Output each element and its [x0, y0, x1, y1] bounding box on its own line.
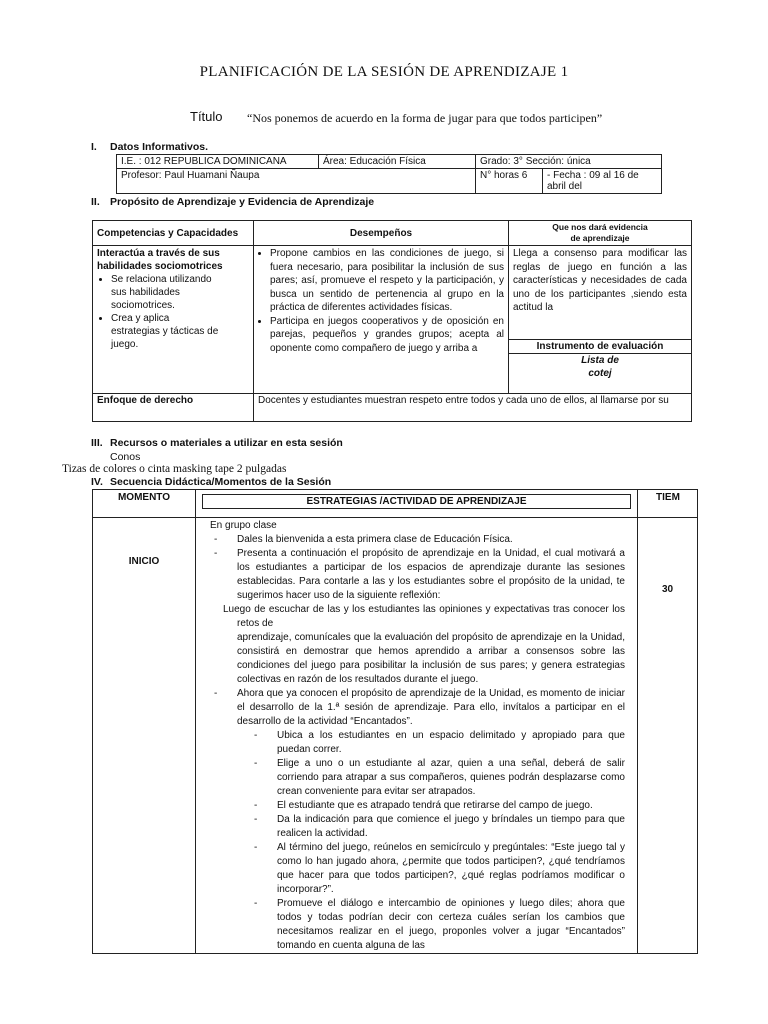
competencias-cell: [93, 246, 254, 394]
evidencia-header-line2: de aprendizaje: [570, 233, 630, 243]
enfoque-label: Enfoque de derecho: [93, 394, 254, 422]
tiempo-inicio: 30: [638, 518, 698, 954]
strategy-step: - Ahora que ya conocen el propósito de aprendizaje de la Unidad, es momento de iniciar el desarrollo de la 1.ª sesión de aprendizaje. Para ello, invítalos a participar en el desarrollo de la actividad “Encantados”.: [208, 687, 625, 729]
section-3-number: III.: [91, 437, 103, 449]
grado-cell: Grado: 3° Sección: única: [476, 155, 662, 169]
instrumento-value: Lista de cotej: [581, 355, 619, 379]
titulo-label: Título: [190, 109, 223, 124]
fecha-cell: - Fecha : 09 al 16 de abril del: [543, 169, 662, 194]
strategy-step: - Dales la bienvenida a esta primera clase de Educación Física.: [208, 533, 625, 547]
recurso-item: Conos: [110, 451, 141, 463]
sub-step: - Elige a uno o un estudiante al azar, quien a una señal, deberá de salir corriendo para atrapar a sus compañeros, quienes podrán desplazarse como crean conveniente para evitar ser atrapados.: [208, 757, 625, 799]
competencias-header: Competencias y Capacidades: [93, 221, 254, 246]
capacidad-item: • Crea y aplica estrategias y tácticas de juego.: [111, 312, 249, 351]
competencia-title: Interactúa a través de sus habilidades sociomotrices: [97, 248, 223, 272]
estrategias-cell: [196, 518, 638, 954]
sub-step: - Promueve el diálogo e intercambio de opiniones y luego diles; ahora que todos y todas podrían decir con certeza cuáles serían los cambios que necesitamos realizar en el juego, proponles volver a jugar “Encantados” tomando en cuenta alguna de las: [208, 897, 625, 953]
evidencia-cell: [509, 246, 692, 394]
titulo-value: “Nos ponemos de acuerdo en la forma de jugar para que todos participen”: [247, 111, 603, 125]
sub-step: - El estudiante que es atrapado tendrá que retirarse del campo de juego.: [208, 799, 625, 813]
strategy-step-cont: aprendizaje, comunícales que la evaluación del propósito de aprendizaje en la Unidad, consistirá en demostrar que hemos aprendido a arribar a consensos sobre las condiciones del juego para posibilitar la inclusión de sus pares; y genera estrategias colectivas en razón de los resultados durante el juego.: [237, 632, 625, 685]
desempenos-header: Desempeños: [254, 221, 509, 246]
ie-cell: I.E. : 012 REPUBLICA DOMINICANA: [117, 155, 319, 169]
desempeno-item: • Participa en juegos cooperativos y de oposición en parejas, pequeños y grandes grupos; acepta al oponente como compañero de juego y arriba a: [270, 315, 504, 356]
recurso-item: Tizas de colores o cinta masking tape 2 pulgadas: [62, 463, 287, 475]
momento-inicio: INICIO: [93, 518, 196, 954]
datos-table: [116, 154, 662, 194]
sub-step: - Da la indicación para que comience el juego y bríndales un tiempo para que realicen la actividad.: [208, 813, 625, 841]
secuencia-table: [92, 489, 698, 954]
profesor-cell: Profesor: Paul Huamani Ñaupa: [117, 169, 476, 194]
evidencia-text: Llega a consenso para modificar las reglas de juego en función a las características y necesidades de cada uno de los participantes ,siendo esta actitud la: [513, 248, 687, 313]
section-1-number: I.: [91, 141, 97, 153]
intro-text: En grupo clase: [210, 520, 277, 531]
instrumento-label: Instrumento de evaluación: [509, 339, 691, 354]
section-2-number: II.: [91, 196, 100, 208]
sub-step: - Al término del juego, reúnelos en semicírculo y pregúntales: “Este juego tal y como lo han jugado ahora, ¿permite que todos participen?, ¿qué tendríamos que hacer para que todos participen?, ¿qué reglas podríamos modificar o incorporar?”.: [208, 841, 625, 897]
strategy-step: Luego de escuchar de las y los estudiantes las opiniones y expectativas tras conocer los retos de: [223, 604, 625, 629]
proposito-table: [92, 220, 692, 422]
section-4-number: IV.: [91, 476, 103, 488]
horas-cell: N° horas 6: [476, 169, 543, 194]
enfoque-value: Docentes y estudiantes muestran respeto entre todos y cada uno de ellos, al llamarse por su: [254, 394, 692, 422]
evidencia-header: [509, 221, 692, 246]
evidencia-header-line1: Que nos dará evidencia: [552, 222, 648, 232]
capacidad-item: • Se relaciona utilizando sus habilidades sociomotrices.: [111, 273, 249, 312]
section-1-heading: Datos Informativos.: [110, 141, 209, 153]
sub-step: - Ubica a los estudiantes en un espacio delimitado y apropiado para que puedan correr.: [208, 729, 625, 757]
section-2-heading: Propósito de Aprendizaje y Evidencia de Aprendizaje: [110, 196, 375, 208]
area-cell: Área: Educación Física: [319, 155, 476, 169]
estrategias-header-cell: [196, 490, 638, 518]
desempenos-cell: [254, 246, 509, 394]
page-title: PLANIFICACIÓN DE LA SESIÓN DE APRENDIZAJE 1: [199, 64, 569, 80]
section-3-heading: Recursos o materiales a utilizar en esta sesión: [110, 437, 343, 449]
estrategias-header: ESTRATEGIAS /ACTIVIDAD DE APRENDIZAJE: [202, 494, 631, 509]
tiempo-header: TIEM: [638, 490, 698, 518]
momento-header: MOMENTO: [93, 490, 196, 518]
strategy-step: - Presenta a continuación el propósito de aprendizaje en la Unidad, el cual motivará a los estudiantes a participar de los espacios de aprendizaje durante las sesiones establecidas. Para contarle a las y los estudiantes sobre el propósito de la unidad, te sugerimos hacer uso de la siguiente reflexión:: [208, 547, 625, 603]
desempeno-item: • Propone cambios en las condiciones de juego, si fuera necesario, para posibilitar la inclusión de sus pares; así, promueve el respeto y la participación, y busca un sentido de pertenencia al grupo en la práctica de diferentes actividades físicas.: [270, 247, 504, 315]
section-4-heading: Secuencia Didáctica/Momentos de la Sesión: [110, 476, 332, 488]
